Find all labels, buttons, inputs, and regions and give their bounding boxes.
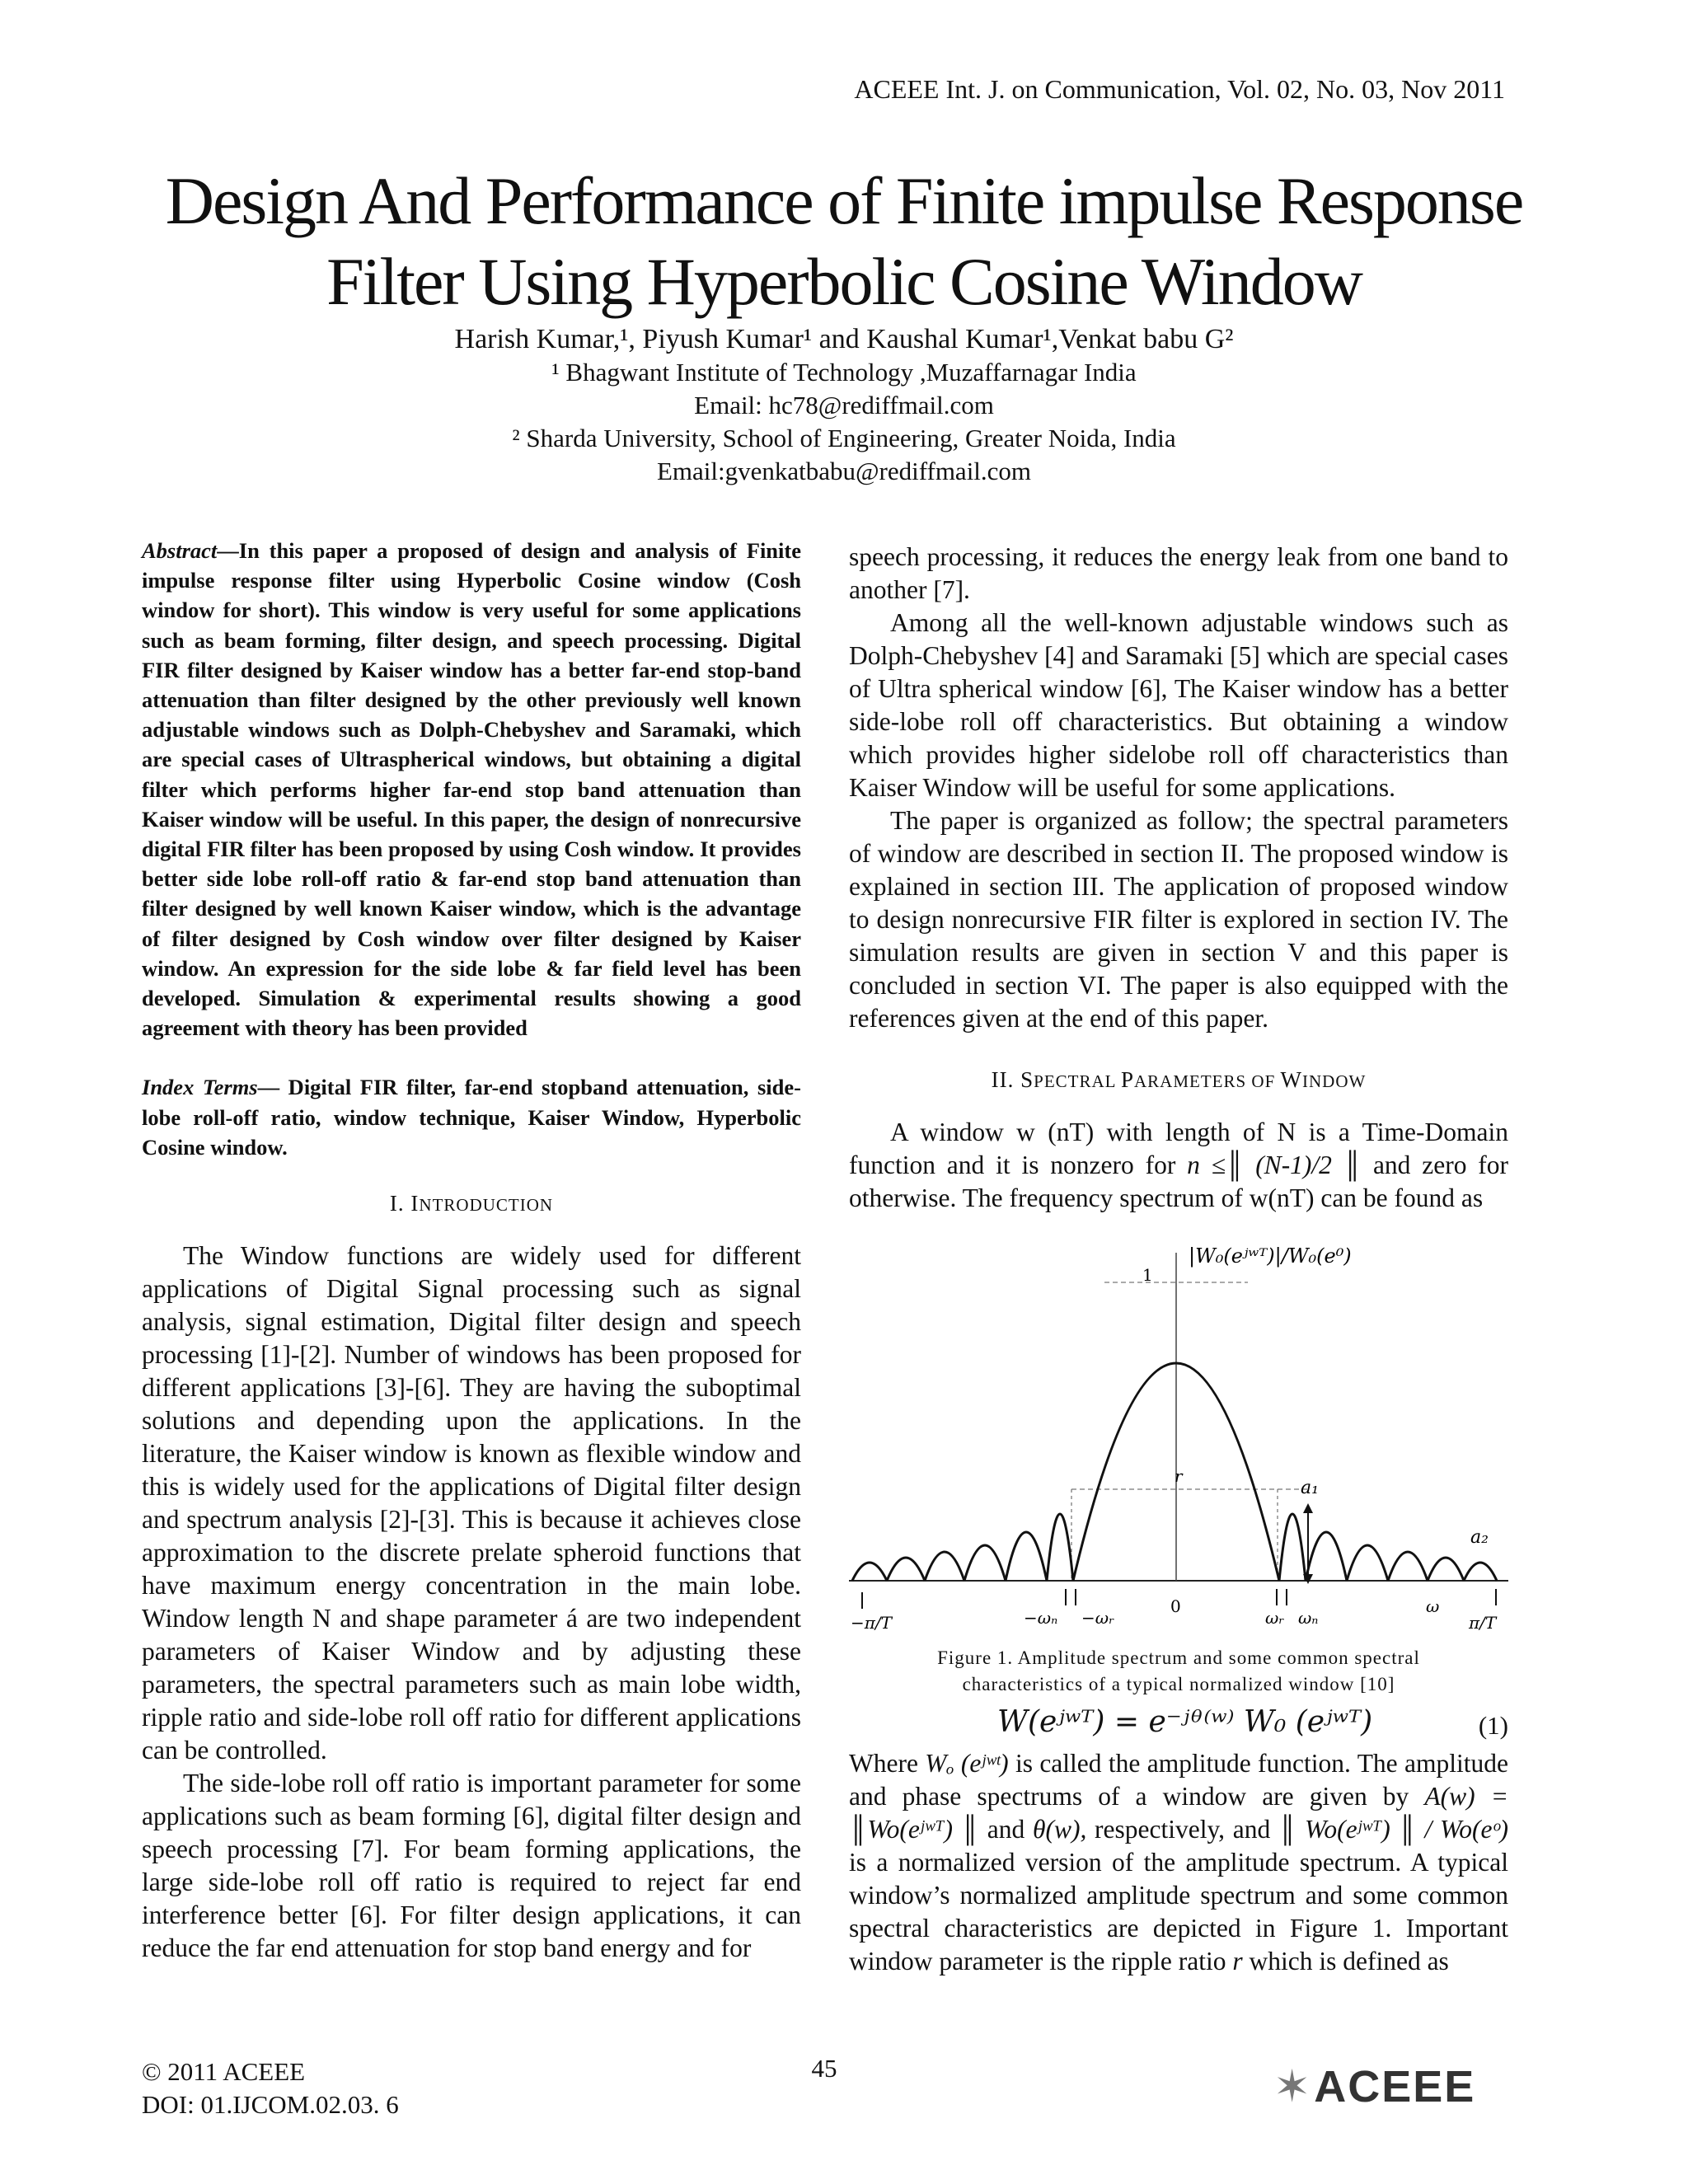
abstract — [142, 536, 801, 1043]
intro-paragraph-2: The side-lobe roll off ratio is important parameter for some applications such as beam forming [6], digital filter design and speech processing [7]. For beam forming applications, the large side-lobe roll off ratio is required to reject far end interference better [6]. For filter design applications, it can reduce the far end attenuation for stop band energy and for — [142, 1769, 801, 1963]
paper-title — [0, 161, 1688, 322]
abstract-text: —In this paper a proposed of design and analysis of Finite impulse response filter using Hyperbolic Cosine window (Cosh window for short). This window is very useful for some applications such as beam forming, filter design, and speech processing. Digital FIR filter designed by Kaiser window has a better far-end stop-band attenuation than filter designed by the other previously well known adjustable windows such as Dolph-Chebyshev and Saramaki, which are special cases of Ultraspherical windows, but obtaining a digital filter which performs higher far-end stop band attenuation than Kaiser window will be useful. In this paper, the design of nonrecursive digital FIR filter has been proposed by using Cosh window. It provides better side lobe roll-off ratio & far-end stop band attenuation than filter designed by well known Kaiser window, which is the advantage of filter designed by Cosh window over filter designed by Kaiser window. An expression for the side lobe & far field level has been developed. Simulation & experimental results showing a good agreement with theory has been provided — [142, 538, 801, 1041]
side-lobe-left-3 — [964, 1545, 1006, 1581]
side-lobe-left-5 — [887, 1558, 925, 1581]
spectral-paragraph-2: Where Wₒ (eʲʷᵗ) is called the amplitude function. The amplitude and phase spectrums of a window are given by A(w) = ║Wo(eʲʷᵀ) ║ and θ(w), respectively, and ║ Wo(eʲʷᵀ) ║ / Wo(eᵒ) is a normalized version of the amplitude spectrum. A typical window’s normalized amplitude spectrum and some common spectral characteristics are depicted in Figure 1. Important window parameter is the ripple ratio r which is defined as — [849, 1749, 1509, 1975]
side-lobe-left-6 — [852, 1563, 887, 1581]
label-one: 1 — [1142, 1265, 1153, 1285]
amplitude-spectrum-plot — [849, 1236, 1508, 1632]
tick-neg-pi: −π/T — [851, 1613, 892, 1632]
side-lobe-right-1 — [1279, 1514, 1306, 1581]
email-2: Email:gvenkatbabu@rediffmail.com — [656, 457, 1032, 485]
tick-zero: 0 — [1170, 1596, 1181, 1616]
affiliation-2: ² Sharda University, School of Engineering, Greater Noida, India — [512, 424, 1176, 452]
side-lobe-right-3 — [1347, 1545, 1388, 1581]
intro-paragraph-1: The Window functions are widely used for different applications of Digital Signal processing such as signal analysis, signal estimation, Digital filter design and speech processing [1]-[2]. Number of windows has been proposed for different applications [3]-[6]. They are having the suboptimal solutions and depending upon the applications. In the literature, the Kaiser window is known as flexible window and this is widely used for the applications of Digital filter design and spectrum analysis [2]-[3]. This is because it achieves close approximation to the discrete prelate spheroid functions that have maximum energy concentration in the main lobe. Window length N and shape parameter á are two independent parameters of Kaiser Window and by adjusting these parameters, the spectral parameters such as main lobe width, ripple ratio and side-lobe roll off ratio for different applications can be controlled. — [142, 1241, 801, 1765]
doi: DOI: 01.IJCOM.02.03. 6 — [142, 2090, 399, 2119]
abstract-label: Abstract — [142, 538, 218, 563]
side-lobe-right-5 — [1428, 1558, 1464, 1581]
copyright: © 2011 ACEEE — [142, 2057, 306, 2086]
author-line: Harish Kumar,¹, Piyush Kumar¹ and Kaushal Kumar¹,Venkat babu G² — [454, 324, 1234, 354]
page-number: 45 — [811, 2054, 837, 2083]
side-lobe-left-4 — [925, 1552, 964, 1581]
side-lobe-right-2 — [1306, 1532, 1347, 1581]
author-block — [0, 323, 1688, 488]
spectral-paragraph-1: A window w (nT) with length of N is a Time-Domain function and it is nonzero for n ≤║ (N-1)/2 ║ and zero for otherwise. The frequency spectrum of w(nT) can be found as — [849, 1118, 1509, 1212]
index-terms-label: Index Terms — [142, 1075, 258, 1100]
label-a2: a₂ — [1470, 1527, 1489, 1548]
index-terms-text: — Digital FIR filter, far-end stopband attenuation, side-lobe roll-off ratio, window technique, Kaiser Window, Hyperbolic Cosine window. — [142, 1075, 801, 1160]
tick-neg-wn: −ωₙ — [1024, 1608, 1058, 1628]
tick-w: ω — [1426, 1596, 1440, 1616]
figure-1 — [849, 1236, 1508, 1632]
tick-wn: ωₙ — [1298, 1608, 1319, 1628]
left-column — [142, 536, 801, 1965]
equation-number: (1) — [1478, 1711, 1508, 1740]
publisher-logo: ✶ACEEE — [1273, 2062, 1476, 2111]
equation-text: W(eʲʷᵀ) = e⁻ʲᶿ⁽ʷ⁾ W₀ (eʲʷᵀ) — [997, 1705, 1373, 1739]
figure-caption: Figure 1. Amplitude spectrum and some common spectral characteristics of a typical normalized window [10] — [937, 1647, 1420, 1694]
tick-wr: ωᵣ — [1265, 1608, 1285, 1628]
section-heading-introduction: I. INTRODUCTION — [389, 1191, 554, 1216]
right-paragraph-1: Among all the well-known adjustable windows such as Dolph-Chebyshev [4] and Saramaki [5] which are special cases of Ultra spherical window [6], The Kaiser window has a better side-lobe roll off characteristics. But obtaining a window which provides higher sidelobe roll off characteristics than Kaiser Window will be useful for some applications. — [849, 608, 1508, 802]
side-lobe-left-1 — [1047, 1514, 1073, 1581]
tick-pi: π/T — [1469, 1613, 1497, 1632]
y-axis-label: |W₀(eʲʷᵀ)|/W₀(e⁰) — [1189, 1244, 1352, 1268]
side-lobe-left-2 — [1006, 1532, 1047, 1581]
tick-neg-wr: −ωᵣ — [1081, 1608, 1115, 1628]
side-lobe-right-4 — [1388, 1552, 1428, 1581]
title-line-1: Design And Performance of Finite impulse Response — [165, 163, 1523, 238]
label-r: r — [1175, 1466, 1183, 1486]
journal-header: ACEEE Int. J. on Communication, Vol. 02, No. 03, Nov 2011 — [854, 74, 1505, 104]
title-line-2: Filter Using Hyperbolic Cosine Window — [326, 244, 1362, 319]
right-column — [849, 541, 1508, 1978]
right-paragraph-0: speech processing, it reduces the energy leak from one band to another [7]. — [849, 542, 1508, 604]
star-icon: ✶ — [1273, 2062, 1313, 2111]
affiliation-1: ¹ Bhagwant Institute of Technology ,Muzaffarnagar India — [551, 358, 1137, 387]
equation-1 — [849, 1703, 1508, 1747]
index-terms — [142, 1072, 801, 1162]
right-paragraph-2: The paper is organized as follow; the spectral parameters of window are described in section II. The proposed window is explained in section III. The application of proposed window to design nonrecursive FIR filter is explored in section IV. The simulation results are given in section V and this paper is concluded in section VI. The paper is also equipped with the references given at the end of this paper. — [849, 806, 1508, 1033]
label-a1: a₁ — [1301, 1478, 1319, 1498]
side-lobe-right-6 — [1464, 1563, 1497, 1581]
email-1: Email: hc78@rediffmail.com — [694, 391, 994, 419]
section-heading-spectral: II. SPECTRAL PARAMETERS OF WINDOW — [991, 1067, 1367, 1092]
